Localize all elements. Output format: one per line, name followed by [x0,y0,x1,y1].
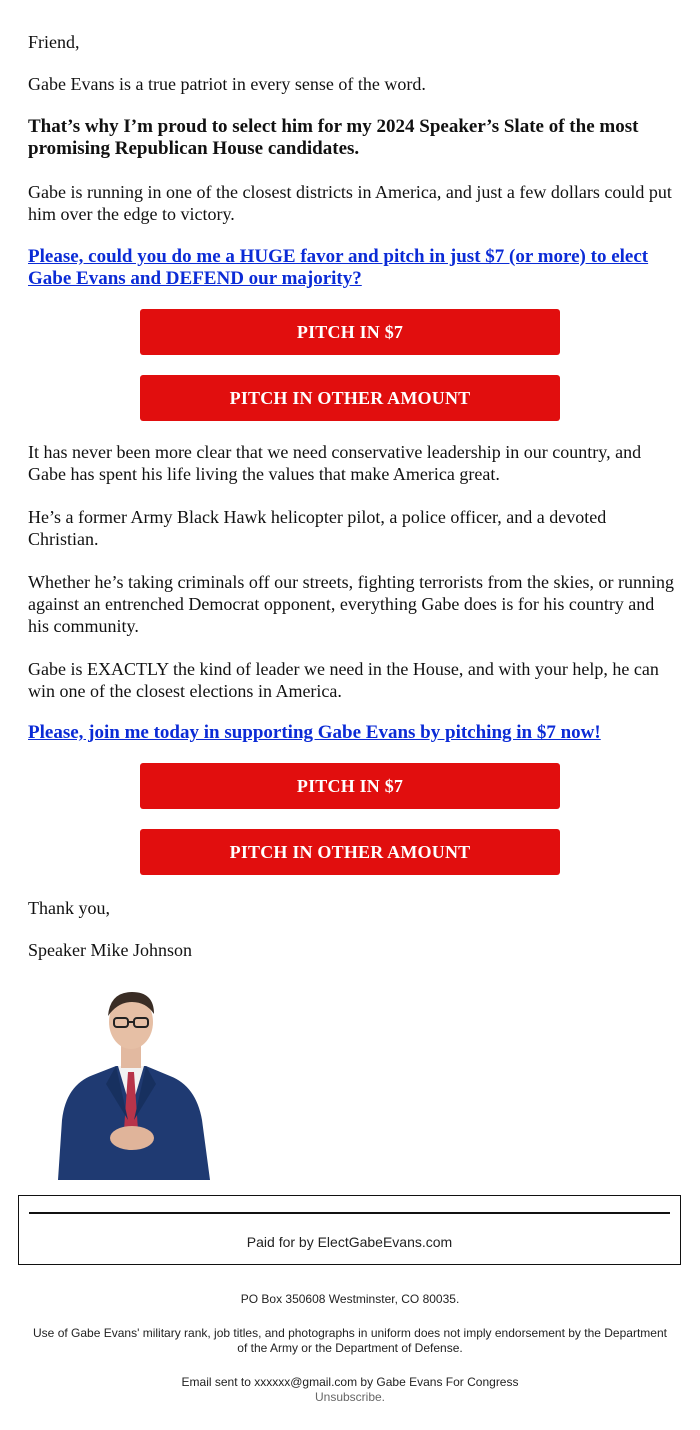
paragraph-exactly: Gabe is EXACTLY the kind of leader we need in the House, and with your help, he can win one of the closest elections in America. [28,659,659,701]
unsubscribe-link[interactable]: Unsubscribe. [314,1390,386,1404]
pitch-in-other-amount-button-2[interactable]: PITCH IN OTHER AMOUNT [140,829,560,875]
divider [29,1212,670,1214]
signature: Speaker Mike Johnson [28,940,192,960]
paid-for-text: Paid for by ElectGabeEvans.com [246,1234,453,1250]
pitch-in-7-button[interactable]: PITCH IN $7 [140,309,560,355]
email-sent-to: Email sent to xxxxxx@gmail.com by Gabe Evans For Congress [181,1375,519,1389]
donate-link-1[interactable]: Please, could you do me a HUGE favor and pitch in just $7 (or more) to elect Gabe Evans and DEFEND our majority? [28,246,649,289]
paragraph-whether: Whether he’s taking criminals off our streets, fighting terrorists from the skies, or running against an entrenched Democrat opponent, everything Gabe does is for his country and his community. [28,572,675,636]
greeting: Friend, [28,32,80,52]
pitch-in-7-button-2[interactable]: PITCH IN $7 [140,763,560,809]
speaker-photo [48,980,214,1180]
paragraph-districts: Gabe is running in one of the closest districts in America, and just a few dollars could put him over the edge to victory. [28,182,672,224]
signoff: Thank you, [28,898,110,918]
paragraph-leadership: It has never been more clear that we need conservative leadership in our country, and Gabe has spent his life living the values that make America great. [28,442,642,484]
military-disclaimer: Use of Gabe Evans' military rank, job titles, and photographs in uniform does not imply endorsement by the Department of the Army or the Department of Defense. [33,1326,667,1355]
pitch-in-other-amount-button[interactable]: PITCH IN OTHER AMOUNT [140,375,560,421]
mailing-address: PO Box 350608 Westminster, CO 80035. [240,1292,460,1306]
donate-link-2[interactable]: Please, join me today in supporting Gabe Evans by pitching in $7 now! [28,722,601,743]
paragraph-background: He’s a former Army Black Hawk helicopter pilot, a police officer, and a devoted Christian. [28,507,607,549]
paid-for-box [18,1195,681,1265]
bold-paragraph: That’s why I’m proud to select him for my 2024 Speaker’s Slate of the most promising Republican House candidates. [28,116,639,159]
intro-paragraph: Gabe Evans is a true patriot in every sense of the word. [28,74,426,94]
